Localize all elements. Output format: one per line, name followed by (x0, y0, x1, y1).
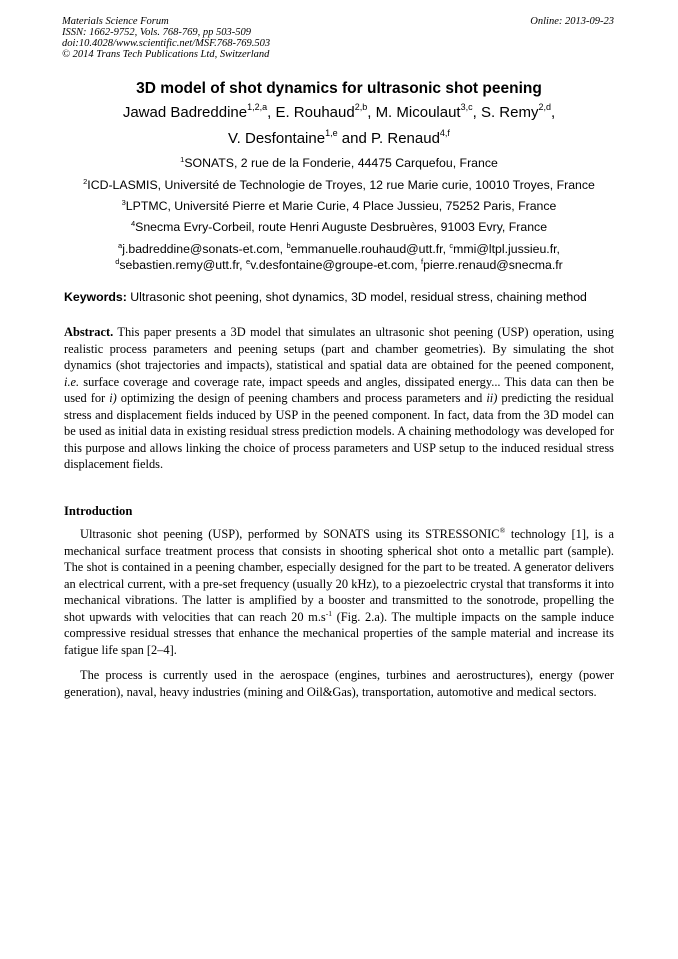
author-3: M. Micoulaut (375, 104, 461, 121)
affiliation-2 (0, 178, 678, 192)
intro-text-1a: Ultrasonic shot peening (USP), performed by SONATS using its STRESSONIC (80, 527, 500, 541)
email-b: emmanuelle.rouhaud@utt.fr, (290, 242, 446, 256)
abstract-text-1: This paper presents a 3D model that simulates an ultrasonic shot peening (USP) operation, using realistic process parameters and peening setups (part and chamber geometries). By simulating the shot dynamics (shot trajectories and impacts), statistical and spatial data are obtained for the peened component, (64, 325, 614, 372)
author-1: Jawad Badreddine (122, 104, 248, 121)
keywords-label: Keywords: (64, 290, 127, 304)
email-a-sup: a (118, 241, 123, 250)
affiliation-1-sup: 1 (180, 155, 185, 164)
abstract-ie: i.e. (64, 374, 80, 389)
introduction-heading: Introduction (64, 504, 133, 518)
author-1-sup: 1,2,a (247, 102, 268, 112)
email-line-2 (0, 258, 678, 272)
author-2-sup: 2,b (354, 102, 368, 112)
author-6: P. Renaud (370, 130, 440, 147)
email-c: mmi@ltpl.jussieu.fr, (453, 242, 560, 256)
introduction-paragraph-2: The process is currently used in the aerospace (engines, turbines and aerostructures), energy (power generation), naval, heavy industries (mining and Oil&Gas), transportation, automotive and medical sectors. (64, 668, 614, 699)
paper-title: 3D model of shot dynamics for ultrasonic shot peening (136, 80, 542, 97)
author-line-1: Jawad Badreddine$^{1,2,a}$, E. Rouhaud$^{2,b}$, M. Micoulaut$^{3,c}$, S. Remy$^{2,d}$, (122, 102, 556, 121)
affiliation-2-sup: 2 (83, 177, 88, 186)
email-d-sup: d (115, 257, 120, 266)
abstract-text-2: surface coverage and coverage rate, impact speeds and angles, dissipated energy... This data can then be used for (64, 374, 614, 405)
keywords-text: Ultrasonic shot peening, shot dynamics, 3D model, residual stress, chaining method (130, 290, 587, 304)
email-d: sebastien.remy@utt.fr, (119, 258, 243, 272)
abstract-label: Abstract. (64, 325, 114, 339)
email-c-sup: c (449, 241, 454, 250)
journal-header (62, 16, 270, 60)
author-4-sup: 2,d (538, 102, 551, 112)
abstract-ii-mark: ii) (486, 391, 498, 405)
registered-mark: ® (499, 526, 506, 535)
affiliation-1-text: SONATS, 2 rue de la Fonderie, 44475 Carquefou, France (184, 156, 498, 170)
online-date: Online: 2013-09-23 (530, 16, 614, 27)
keywords (64, 290, 616, 304)
author-5-sup: 1,e (325, 128, 338, 138)
affiliation-2-text: ICD-LASMIS, Université de Technologie de Troyes, 12 rue Marie curie, 10010 Troyes, France (87, 178, 595, 192)
affiliation-3-sup: 3 (121, 198, 126, 207)
affiliation-4-sup: 4 (130, 219, 136, 228)
abstract-text-4: predicting the residual stress and displacement fields induced by USP in the peened component. In fact, data from the 3D model can be used as initial data in existing residual stress prediction models. A chaining methodology was developed for this purpose and allows linking the choice of process parameters and USP setup to the induced residual stress displacement fields. (64, 391, 614, 471)
author-5: V. Desfontaine (228, 130, 326, 147)
email-f-sup: f (421, 257, 424, 266)
affiliation-3 (0, 199, 678, 213)
email-a: j.badreddine@sonats-et.com, (122, 242, 284, 256)
author-6-sup: 4,f (439, 128, 450, 138)
abstract (64, 324, 614, 473)
intro-text-1c: (Fig. 2.a). The multiple impacts on the sample induce compressive residual stresses that enhance the mechanical properties of the sample material and increase its fatigue life span [2–4]. (64, 609, 614, 657)
email-b-sup: b (286, 241, 291, 250)
author-and: and (341, 130, 367, 147)
author-2: E. Rouhaud (275, 104, 355, 121)
author-3-sup: 3,c (460, 102, 473, 112)
abstract-text-3: optimizing the design of peening chambers and process parameters and (120, 391, 483, 405)
email-e-sup: e (246, 257, 251, 266)
author-4: S. Remy (480, 104, 539, 121)
email-line-1 (0, 242, 678, 256)
intro-text-1b: technology [1], is a mechanical surface treatment process that consists in shooting spherical shot onto a metallic part (sample). The shot is contained in a peening chamber, especially designed for the part to be treated. A generator delivers an electrical current, with a pre-set frequency (usually 20 kHz), to a piezoelectric crystal that transforms it into mechanical vibrations. The latter is amplified by a booster and transmitted to the sonotrode, propelling the shot upwards with velocities that can reach 20 m.s (64, 527, 614, 624)
velocity-exponent: -1 (325, 608, 332, 618)
email-e: v.desfontaine@groupe-et.com, (250, 258, 418, 272)
journal-name: Materials Science Forum (62, 16, 169, 27)
email-f: pierre.renaud@snecma.fr (423, 258, 563, 272)
copyright-line: © 2014 Trans Tech Publications Ltd, Switzerland (62, 49, 270, 60)
affiliation-4-text: Snecma Evry-Corbeil, route Henri Auguste Desbruères, 91003 Evry, France (135, 220, 548, 234)
affiliation-4 (0, 220, 678, 234)
affiliation-1 (0, 156, 678, 170)
abstract-i-mark: i) (109, 391, 117, 405)
author-line-2 (0, 130, 678, 147)
affiliation-3-text: LPTMC, Université Pierre et Marie Curie, 4 Place Jussieu, 75252 Paris, France (125, 199, 557, 213)
issn-line: ISSN: 1662-9752, Vols. 768-769, pp 503-509 (62, 27, 251, 38)
introduction-paragraph-1 (64, 526, 614, 658)
doi-line: doi:10.4028/www.scientific.net/MSF.768-769.503 (62, 38, 271, 49)
